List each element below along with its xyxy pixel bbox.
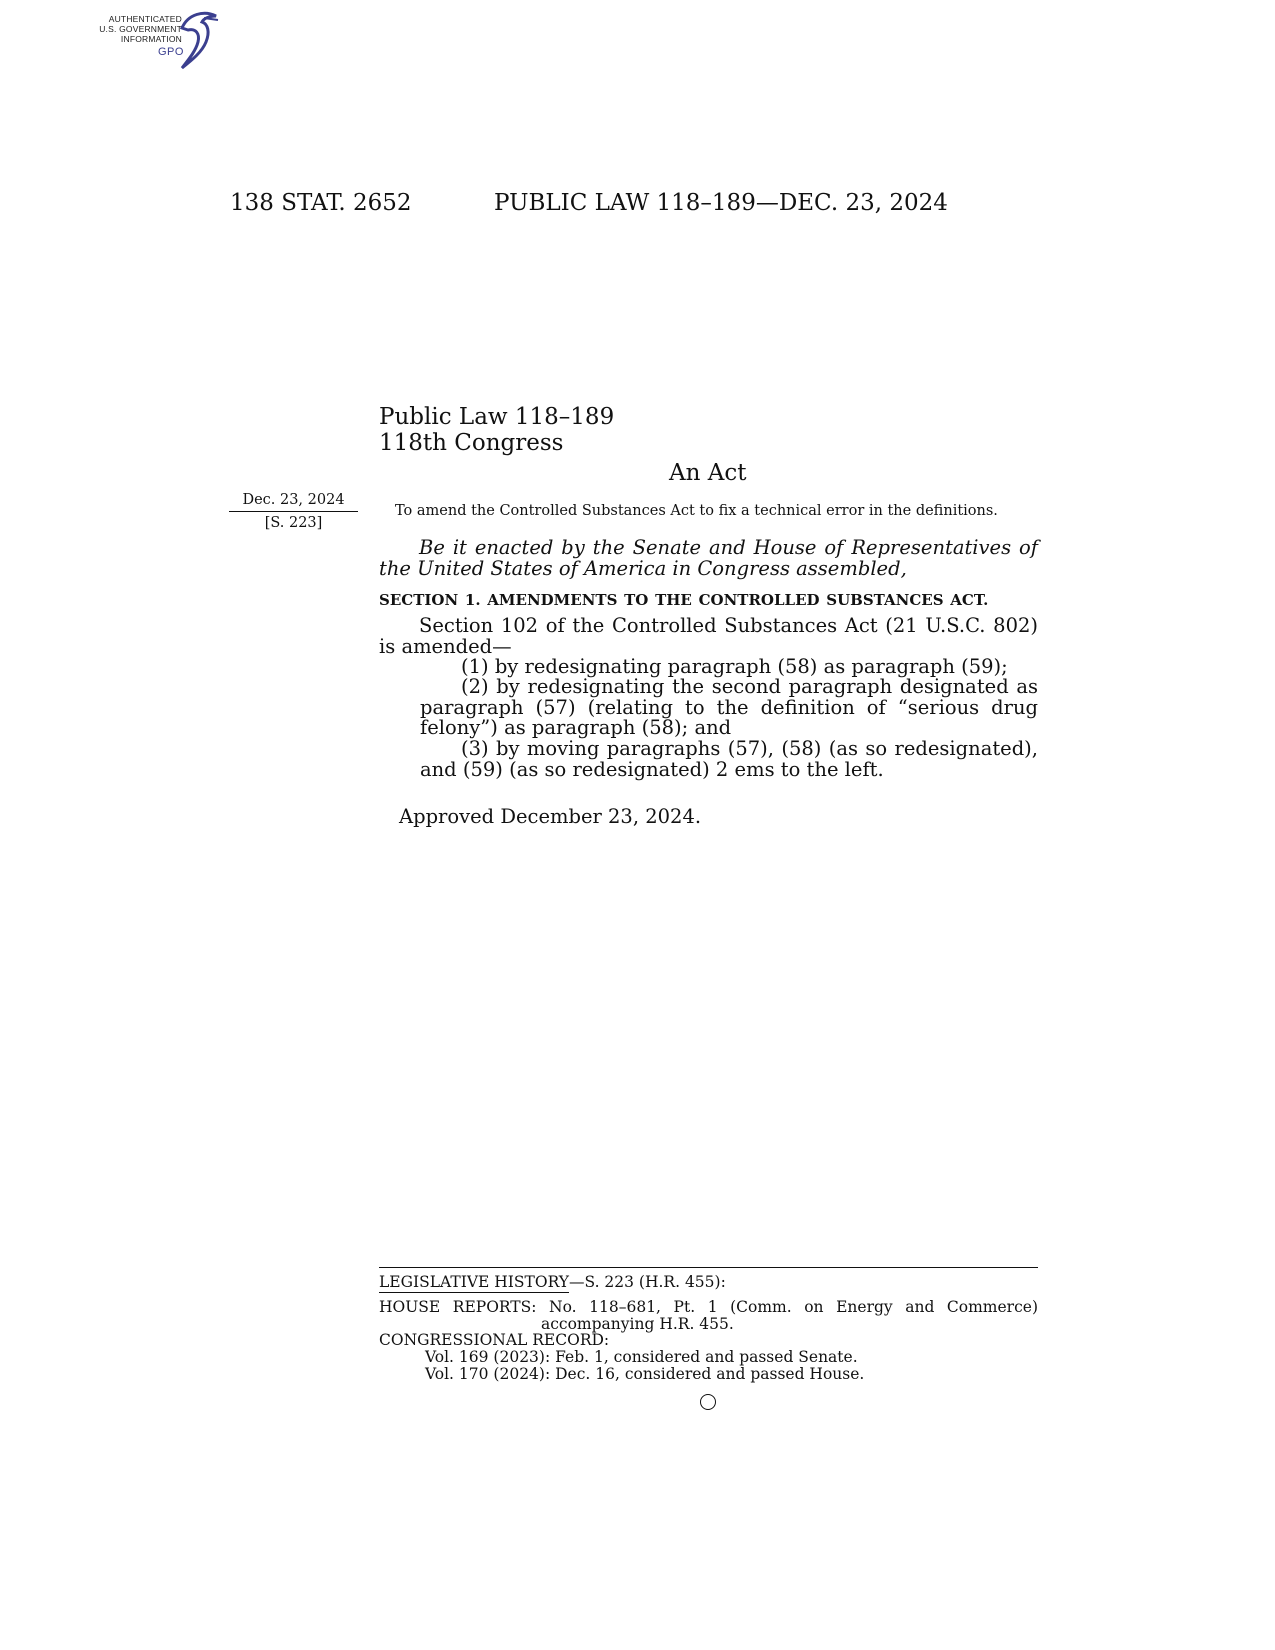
congress-number: 118th Congress — [379, 430, 564, 456]
amendment-item: (1) by redesignating paragraph (58) as paragraph (59); — [461, 655, 1008, 678]
approval-date: Approved December 23, 2024. — [399, 805, 702, 828]
legislative-history-heading — [379, 1274, 726, 1291]
margin-note — [229, 492, 358, 531]
statute-page-citation: 138 STAT. 2652 — [230, 190, 412, 216]
seal-brand: GPO — [158, 46, 184, 58]
house-reports: HOUSE REPORTS: No. 118–681, Pt. 1 (Comm. on Energy and Commerce) accompanying H.R. 455. — [379, 1298, 1038, 1333]
section-heading: SECTION 1. AMENDMENTS TO THE CONTROLLED SUBSTANCES ACT. — [379, 591, 989, 609]
act-heading: An Act — [669, 460, 747, 486]
running-head-title: PUBLIC LAW 118–189—DEC. 23, 2024 — [494, 190, 948, 216]
eagle-icon — [174, 8, 224, 74]
amendment-item: (3) by moving paragraphs (57), (58) (as so redesignated), and (59) (as so redesignated) 2 ems to the left. — [420, 737, 1038, 781]
act-purpose: To amend the Controlled Substances Act to fix a technical error in the definitions. — [395, 503, 998, 519]
seal-line-authenticated: AUTHENTICATED — [108, 14, 182, 24]
amendment-item: (2) by redesignating the second paragraph designated as paragraph (57) (relating to the definition of “serious drug felony”) as paragraph (58); and — [420, 675, 1038, 739]
section-intro: Section 102 of the Controlled Substances Act (21 U.S.C. 802) is amended— — [379, 614, 1038, 658]
congressional-record-entry: Vol. 169 (2023): Feb. 1, considered and passed Senate. — [425, 1348, 858, 1366]
legislative-history-bill: —S. 223 (H.R. 455): — [569, 1273, 726, 1291]
public-law-number: Public Law 118–189 — [379, 404, 615, 430]
end-of-document-circle-icon — [700, 1394, 716, 1410]
margin-note-bill-number: [S. 223] — [264, 515, 323, 531]
congressional-record-heading: CONGRESSIONAL RECORD: — [379, 1331, 610, 1349]
legislative-history-label: LEGISLATIVE HISTORY — [379, 1273, 569, 1291]
seal-line-information: INFORMATION — [120, 34, 182, 44]
enacting-clause: Be it enacted by the Senate and House of Representatives of the United States of America in Congress assembled, — [379, 536, 1038, 580]
legislative-history-divider — [379, 1267, 1038, 1268]
congressional-record-entry: Vol. 170 (2024): Dec. 16, considered and passed House. — [425, 1365, 865, 1383]
seal-line-government: U.S. GOVERNMENT — [99, 24, 182, 34]
gpo-authentication-seal — [92, 8, 232, 78]
margin-note-date: Dec. 23, 2024 — [229, 492, 358, 512]
